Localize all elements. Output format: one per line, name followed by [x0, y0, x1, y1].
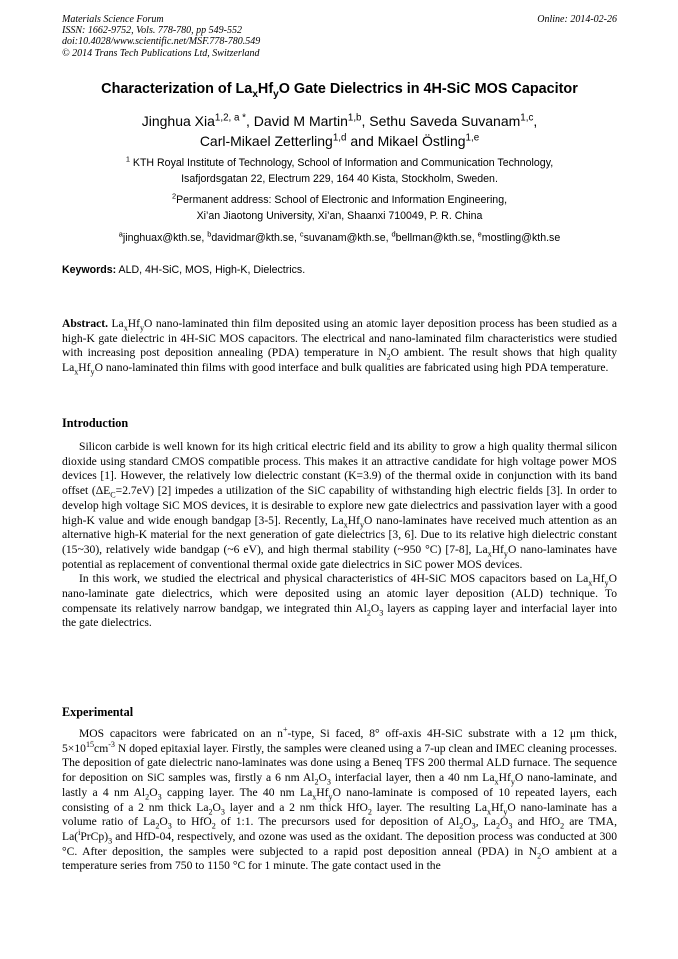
author-emails: $^a$jinghuax@kth.se, $^b$davidmar@kth.se, $^c$suvanam@kth.se, $^d$bellman@kth.se, $^e$mostling@kth.se [118, 229, 561, 244]
doi-line: doi:10.4028/www.scientific.net/MSF.778-780.549 [62, 36, 261, 48]
paragraph: In this work, we studied the electrical and physical characteristics of 4H-SiC MOS capacitors based on $La_xHf_yO$ nano-laminate gate dielectrics, which were deposited using an atomic layer deposition (ALD) technique. To compensate its relatively narrow bandgap, we integrated thin $Al_2O_3$ layers as capping layer and interfacial layer into the gate dielectrics. [62, 572, 617, 630]
journal-header [62, 14, 617, 59]
keywords-label: Keywords: [62, 264, 117, 276]
introduction-body [62, 440, 617, 631]
copyright-line: © 2014 Trans Tech Publications Ltd, Switzerland [62, 47, 260, 59]
keywords [62, 263, 617, 278]
paper-title: Characterization of $La_xHf_yO$ Gate Dielectrics in 4H-SiC MOS Capacitor [101, 81, 578, 100]
author-name: , Sethu Saveda Suvanam [361, 113, 521, 129]
section-heading-introduction: Introduction [62, 416, 129, 430]
affiliation-1: $^1$ KTH Royal Institute of Technology, School of Information and Communication Technology, Isafjordsgatan 22, Electrum 229, 164 40 Kista, Stockholm, Sweden. [125, 154, 554, 185]
experimental-body [62, 727, 617, 874]
author-list: Jinghua Xia$^{1,2, a *}$, David M Martin$^{1,b}$, Sethu Saveda Suvanam$^{1,c}$, Carl-Mikael Zetterling$^{1,d}$ and Mikael Östling$^{1,e}$ [141, 112, 538, 149]
email-link[interactable]: suvanam@kth.se, [303, 232, 392, 244]
author-name: Jinghua Xia [141, 113, 215, 129]
author-name: Carl-Mikael Zetterling [199, 133, 333, 149]
issn-line: ISSN: 1662-9752, Vols. 778-780, pp 549-552 [62, 25, 242, 37]
email-link[interactable]: jinghuax@kth.se, [122, 232, 208, 244]
email-link[interactable]: bellman@kth.se, [395, 232, 478, 244]
paragraph: MOS capacitors were fabricated on an n+-type, Si faced, 8° off-axis 4H-SiC substrate with a 12 μm thick, $5\times 10^{15}cm^{-3}$ N doped epitaxial layer. Firstly, the samples were cleaned using a 7-up clean and IMEC cleaning processes. The deposition of gate dielectric nano-laminates was done using a Beneq TFS 200 thermal ALD furnace. The sequence for deposition on SiC samples was, firstly a 6 nm $Al_2O_3$ interfacial layer, then a 40 nm $La_xHf_yO$ nano-laminate, and lastly a 4 nm $Al_2O_3$ capping layer. The 40 nm $La_xHf_yO$ nano-laminate is composed of 10 repeated layers, each consisting of a 2 nm thick $La_2O_3$ layer and a 2 nm thick HfO$_2$ layer. The resulting $La_xHf_yO$ nano-laminate has a volume ratio of $La_2O_3$ to HfO$_2$ of 1:1. The precursors used for deposition of $Al_2O_3$, $La_2O_3$ and HfO$_2$ are TMA, $La(^iPrCp)_3$ and HfD-04, respectively, and ozone was used as the oxidant. The deposition process was conducted at 300 °C. After deposition, the samples were subjected to a rapid post deposition anneal (PDA) in $N_2O$ ambient at a temperature series from 750 to 1150 °C for 1 minute. The gate contact used in the [62, 725, 618, 873]
author-name: and Mikael Östling [346, 133, 466, 149]
abstract: Abstract. $La_xHf_yO$ nano-laminated thin film deposited using an atomic layer deposition process has been studied as a high-K gate dielectric in 4H-SiC MOS capacitors. The electrical and nano-laminated film characteristics were studied with increasing post deposition annealing (PDA) temperature in $N_2O$ ambient. The result shows that high quality $La_xHf_yO$ nano-laminated thin films with good interface and bulk qualities are fabricated using high PDA temperature. [62, 317, 617, 377]
section-heading-experimental: Experimental [62, 705, 134, 719]
online-date: Online: 2014-02-26 [537, 14, 617, 25]
journal-name: Materials Science Forum [62, 14, 164, 25]
affiliation-2: $^2$Permanent address: School of Electronic and Information Engineering, Xi’an Jiaotong University, Xi’an, Shaanxi 710049, P. R. China [171, 191, 508, 222]
email-link[interactable]: davidmar@kth.se, [211, 232, 300, 244]
author-name: , David M Martin [245, 113, 348, 129]
email-link[interactable]: mostling@kth.se [481, 232, 561, 244]
abstract-label: Abstract. [62, 317, 109, 330]
keywords-text: ALD, 4H-SiC, MOS, High-K, Dielectrics. [116, 264, 306, 276]
paragraph: Silicon carbide is well known for its high critical electric field and its ability to grow a high quality thermal silicon dioxide using standard CMOS compatible process. This makes it an attractive candidate for high voltage power MOS devices [1]. However, the relatively low dielectric constant (K=3.9) of the thermal oxide in conjunction with its band offset $(\Delta E_C=2.7eV)$ [2] impedes a utilization of the SiC capability of withstanding high electric fields [3]. In order to develop high voltage SiC MOS devices, it is desirable to explore new gate dielectrics and passivation layer with a good high-K value and wide enough bandgap [3-5]. Recently, $La_xHf_yO$ nano-laminates have received much attention as an alternative high-K material for the next generation of gate dielectrics [3, 6]. Due to its relative high dielectric constant (15~30), relatively wide bandgap (~6 eV), and high thermal stability (~950 °C) [7-8], $La_xHf_yO$ nano-laminates have potential as replacement of conventional thermal oxide gate dielectrics in SiC power MOS devices. [62, 440, 617, 571]
